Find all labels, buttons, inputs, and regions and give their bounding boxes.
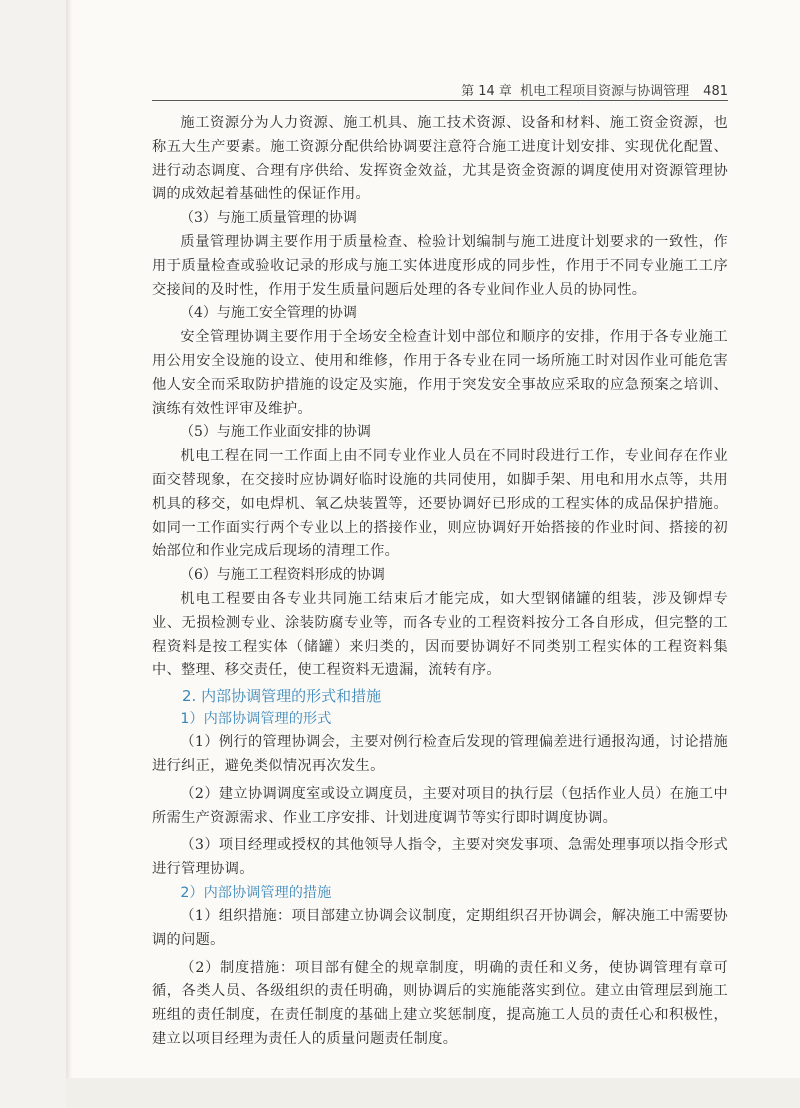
subheading-quality: （3）与施工质量管理的协调 [180,210,357,227]
header-title: 机电工程项目资源与协调管理 [520,84,690,99]
paragraph-form-1: （1）例行的管理协调会，主要对例行检查后发现的管理偏差进行通报沟通，讨论措施进行纠正，避免类似情况再次发生。 [152,734,728,774]
page-content [152,112,728,1052]
paragraph-safety: 安全管理协调主要作用于全场安全检查计划中部位和顺序的安排，作用于各专业施工用公用安全设施的设立、使用和维修，作用于各专业在同一场所施工时对因作业可能危害他人安全而采取防护措施的设定及实施，作用于突发安全事故应采取的应急预案之培训、演练有效性评审及维护。 [152,329,728,417]
subheading-workface: （5）与施工作业面安排的协调 [180,424,371,441]
paragraph-quality: 质量管理协调主要作用于质量检查、检验计划编制与施工进度计划要求的一致性，作用于质量检查或验收记录的形成与施工实体进度形成的同步性，作用于不同专业施工工序交接间的及时性，作用于发生质量问题后处理的各专业间作业人员的协同性。 [152,233,728,298]
paragraph-resources: 施工资源分为人力资源、施工机具、施工技术资源、设备和材料、施工资金资源，也称五大生产要素。施工资源分配供给协调要注意符合施工进度计划安排、实现优化配置、进行动态调度、合理有序供给、发挥资金效益，尤其是资金资源的调度使用对资源管理协调的成效起着基础性的保证作用。 [152,115,728,203]
paragraph-documents: 机电工程要由各专业共同施工结束后才能完成，如大型钢储罐的组装，涉及铆焊专业、无损检测专业、涂装防腐专业等，而各专业的工程资料按分工各自形成，但完整的工程资料是按工程实体（储罐）来归类的，因而要协调好不同类别工程实体的工程资料集中、整理、移交责任，使工程资料无遗漏，流转有序。 [152,590,728,679]
running-header [152,78,728,100]
section-heading-internal-coordination: 2. 内部协调管理的形式和措施 [182,687,382,706]
paragraph-form-2: （2）建立协调调度室或设立调度员，主要对项目的执行层（包括作业人员）在施工中所需生产资源需求、作业工序安排、计划进度调节等实行即时调度协调。 [152,785,728,826]
subsection-heading-measures: 2）内部协调管理的措施 [180,884,332,901]
subsection-heading-forms: 1）内部协调管理的形式 [180,711,332,728]
paragraph-measure-1: （1）组织措施：项目部建立协调会议制度，定期组织召开协调会，解决施工中需要协调的问题。 [152,907,728,948]
paragraph-measure-2: （2）制度措施：项目部有健全的规章制度，明确的责任和义务，使协调管理有章可循，各类人员、各级组织的责任明确，则协调后的实施能落实到位。建立由管理层到施工班组的责任制度，在责任制度的基础上建立奖惩制度，提高施工人员的责任心和积极性，建立以项目经理为责任人的质量问题责任制度。 [152,959,728,1047]
subheading-safety: （4）与施工安全管理的协调 [180,305,357,322]
header-rule [152,100,728,101]
paragraph-form-3: （3）项目经理或授权的其他领导人指令，主要对突发事项、急需处理事项以指令形式进行管理协调。 [152,837,728,878]
header-chapter: 第 14 章 [461,84,512,99]
subheading-documents: （6）与施工工程资料形成的协调 [180,567,385,584]
page-bottom-edge [66,1078,800,1108]
page-number: 481 [703,84,728,99]
paragraph-workface: 机电工程在同一工作面上由不同专业作业人员在不同时段进行工作，专业间存在作业面交替现象，在交接时应协调好临时设施的共同使用，如脚手架、用电和用水点等，共用机具的移交，如电焊机、氧乙炔装置等，还要协调好已形成的工程实体的成品保护措施。如同一工作面实行两个专业以上的搭接作业，则应协调好开始搭接的作业时间、搭接的初始部位和作业完成后现场的清理工作。 [152,448,728,560]
header-text [461,80,728,99]
